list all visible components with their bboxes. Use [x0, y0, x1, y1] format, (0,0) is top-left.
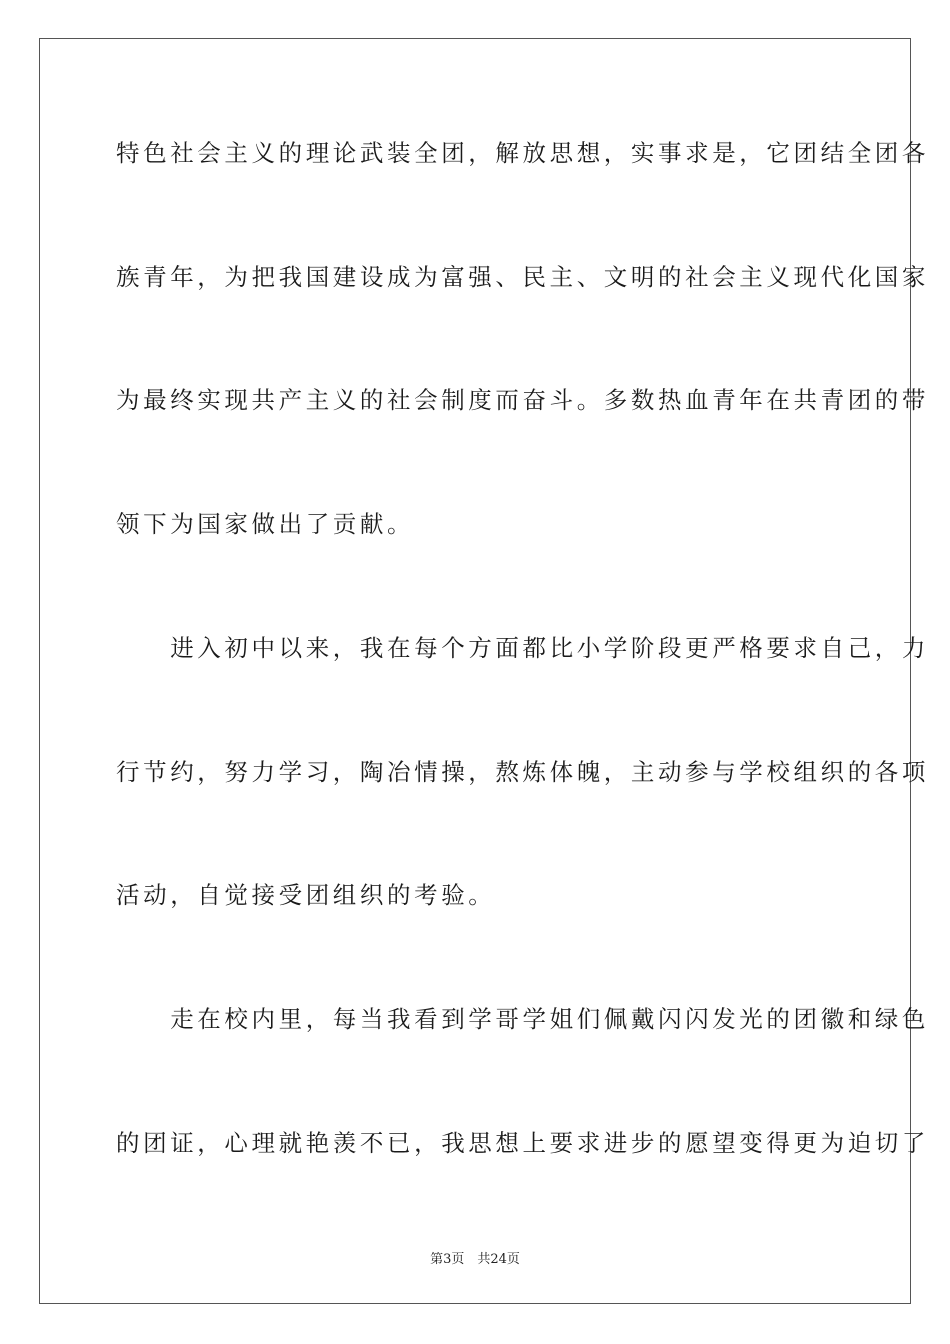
body-text-line-2: 族青年，为把我国建设成为富强、民主、文明的社会主义现代化国家: [116, 263, 929, 291]
body-text-line-1: 特色社会主义的理论武装全团，解放思想，实事求是，它团结全团各: [116, 139, 929, 167]
body-text-line-9: 的团证，心理就艳羡不已，我思想上要求进步的愿望变得更为迫切了: [116, 1129, 929, 1157]
body-text-line-5: 进入初中以来，我在每个方面都比小学阶段更严格要求自己，力: [116, 634, 929, 662]
body-text-line-4: 领下为国家做出了贡献。: [116, 510, 415, 538]
body-text-line-8: 走在校内里，每当我看到学哥学姐们佩戴闪闪发光的团徽和绿色: [116, 1005, 929, 1033]
page-border: [39, 38, 929, 1304]
page-number-footer: 第3页 共24页: [430, 1252, 520, 1267]
body-text-line-6: 行节约，努力学习，陶冶情操，熬炼体魄，主动参与学校组织的各项: [116, 758, 929, 786]
body-text-line-3: 为最终实现共产主义的社会制度而奋斗。多数热血青年在共青团的带: [116, 386, 929, 414]
body-text-line-7: 活动，自觉接受团组织的考验。: [116, 881, 496, 909]
